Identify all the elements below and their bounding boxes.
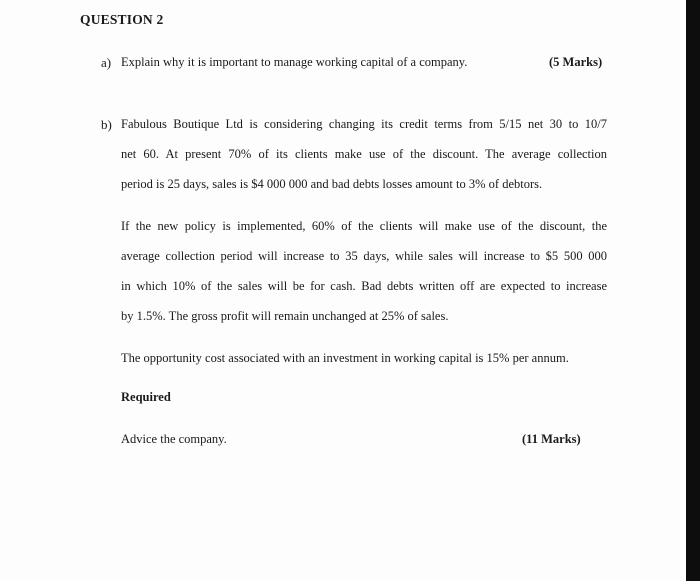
part-a-text: Explain why it is important to manage working capital of a company. [121, 55, 468, 69]
part-b-label: b) [101, 117, 112, 132]
part-b-paragraph-3: The opportunity cost associated with an investment in working capital is 15% per annum. [121, 351, 569, 365]
paragraph-line: period is 25 days, sales is $4 000 000 and bad debts losses amount to 3% of debtors. [121, 177, 543, 191]
paragraph-line: by 1.5%. The gross profit will remain unchanged at 25% of sales. [121, 309, 449, 323]
paragraph-line: average collection period will increase to 35 days, while sales will increase to $5 500 000 [121, 249, 607, 263]
part-b-task: Advice the company. [121, 432, 227, 446]
dark-edge-strip [686, 0, 700, 581]
part-b-marks: (11 Marks) [522, 432, 581, 446]
part-b-paragraph-2 [121, 211, 607, 331]
required-heading: Required [121, 390, 171, 404]
paragraph-line: in which 10% of the sales will be for cash. Bad debts written off are expected to increase [121, 279, 607, 293]
part-a-marks: (5 Marks) [549, 55, 603, 69]
paragraph-line: Fabulous Boutique Ltd is considering changing its credit terms from 5/15 net 30 to 10/7 [121, 117, 607, 131]
question-title: QUESTION 2 [80, 12, 164, 27]
paragraph-line: If the new policy is implemented, 60% of the clients will make use of the discount, the [121, 219, 607, 233]
part-b-paragraph-1 [121, 109, 607, 199]
paragraph-line: net 60. At present 70% of its clients make use of the discount. The average collection [121, 147, 607, 161]
part-a-label: a) [101, 55, 112, 70]
